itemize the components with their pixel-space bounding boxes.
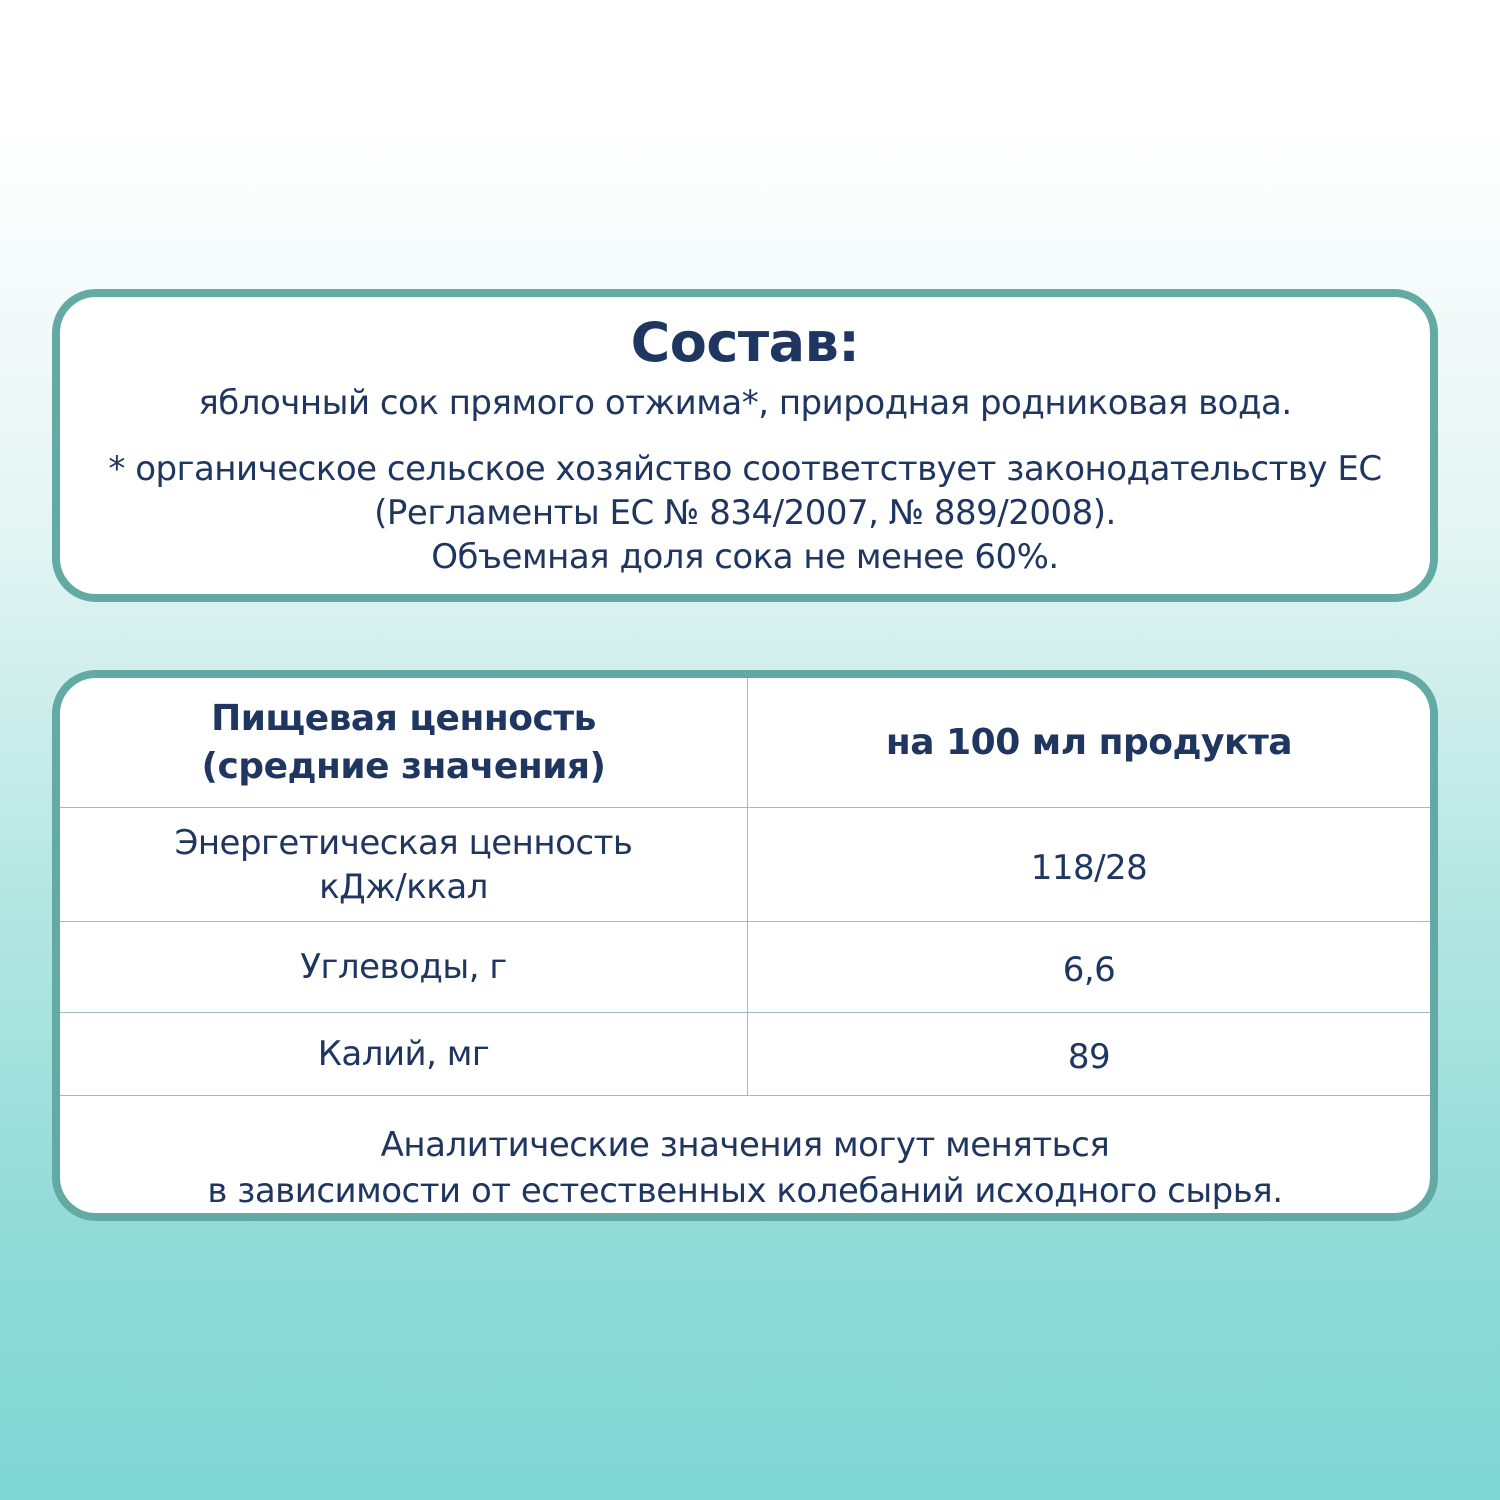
nutrition-header-left — [60, 678, 748, 808]
nutrition-card — [52, 670, 1438, 1221]
nutrient-value: 89 — [748, 1013, 1431, 1096]
composition-text: яблочный сок прямого отжима*, природная родниковая вода. — [198, 383, 1292, 423]
composition-note — [60, 447, 1430, 579]
nutrient-name — [60, 808, 748, 922]
header-left-line: Пищевая ценность — [211, 697, 596, 739]
nutrient-name: Углеводы, г — [60, 922, 748, 1013]
table-row — [60, 1013, 1430, 1096]
composition-card — [52, 289, 1438, 602]
composition-title: Состав: — [630, 311, 860, 374]
table-row — [60, 922, 1430, 1013]
table-row — [60, 808, 1430, 922]
composition-note-line: (Регламенты ЕС № 834/2007, № 889/2008). — [374, 493, 1116, 533]
nutrient-name: Калий, мг — [60, 1013, 748, 1096]
footer-line: в зависимости от естественных колебаний исходного сырья. — [207, 1171, 1283, 1211]
nutrient-value: 118/28 — [748, 808, 1431, 922]
nutrition-header-row — [60, 678, 1430, 808]
nutrient-name-line: Энергетическая ценность — [174, 822, 633, 863]
nutrition-footer — [60, 1095, 1430, 1214]
nutrition-header-right: на 100 мл продукта — [885, 721, 1293, 763]
composition-note-line: Объемная доля сока не менее 60%. — [431, 537, 1059, 577]
nutrient-name-line: кДж/ккал — [319, 866, 488, 907]
nutrition-table — [60, 678, 1430, 1095]
header-left-line: (средние значения) — [201, 745, 606, 787]
nutrient-value: 6,6 — [748, 922, 1431, 1013]
composition-note-line: * органическое сельское хозяйство соответствует законодательству ЕС — [108, 449, 1382, 489]
footer-line: Аналитические значения могут меняться — [380, 1125, 1110, 1165]
